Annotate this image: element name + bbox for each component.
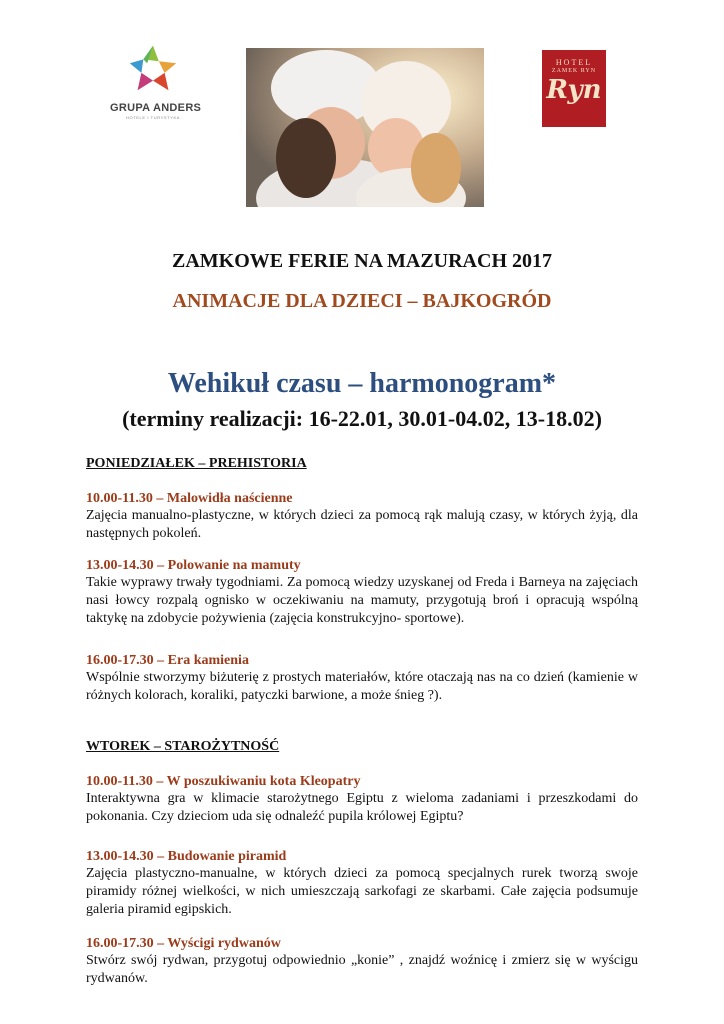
star-logo-icon — [124, 40, 182, 98]
activity-description: Interaktywna gra w klimacie starożytnego Egiptu z wieloma zadaniami i przeszkodami do pokonania. Czy dzieciom uda się odnaleźć pupila królowej Egiptu? — [86, 791, 638, 824]
activity-item — [86, 490, 638, 543]
day-heading-monday: PONIEDZIAŁEK – PREHISTORIA — [86, 456, 307, 471]
grupa-anders-logo — [110, 40, 202, 132]
activity-item — [86, 557, 638, 628]
activity-item — [86, 773, 638, 826]
activity-title: 10.00-11.30 – Malowidła naścienne — [86, 491, 293, 506]
hotel-logo-line3: Ryn — [546, 75, 602, 105]
activity-item — [86, 848, 638, 919]
program-title: Wehikuł czasu – harmonogram* — [167, 368, 557, 399]
subtitle: ANIMACJE DLA DZIECI – BAJKOGRÓD — [172, 290, 552, 312]
activity-title: 10.00-11.30 – W poszukiwaniu kota Kleopatry — [86, 774, 361, 789]
brand-tagline: HOTELE I TURYSTYKA — [126, 115, 180, 120]
activity-description: Zajęcia manualno-plastyczne, w których dzieci za pomocą rąk malują czasy, w których żyją, dla następnych pokoleń. — [86, 508, 638, 541]
activity-title: 13.00-14.30 – Polowanie na mamuty — [86, 558, 301, 573]
activity-item — [86, 935, 638, 988]
day-heading-tuesday: WTOREK – STAROŻYTNOŚĆ — [86, 739, 280, 754]
activity-description: Stwórz swój rydwan, przygotuj odpowiednio „konie” , znajdź woźnicę i zmierz się w wyścigu rydwanów. — [86, 953, 638, 986]
activity-description: Takie wyprawy trwały tygodniami. Za pomocą wiedzy uzyskanej od Freda i Barneya na zajęciach nasi łowcy rozpalą ognisko w oczekiwaniu na mamuty, przygotują broń i opracują wspólną taktykę na zdobycie pożywienia (zajęcia konstrukcyjno- sportowe). — [86, 575, 638, 626]
mother-and-child-photo — [246, 48, 484, 207]
hotel-logo-line1: HOTEL — [555, 58, 593, 67]
activity-item — [86, 652, 638, 705]
activity-title: 16.00-17.30 – Era kamienia — [86, 653, 249, 668]
hotel-logo-line2: ZAMEK RYN — [551, 68, 597, 74]
hotel-zamek-ryn-logo — [542, 50, 606, 127]
activity-title: 16.00-17.30 – Wyścigi rydwanów — [86, 936, 281, 951]
activity-description: Wspólnie stworzymy biżuterię z prostych materiałów, które otaczają nas na co dzień (kamienie w różnych kolorach, koraliki, patyczki barwione, a może śnieg ?). — [86, 670, 638, 703]
program-dates: (terminy realizacji: 16-22.01, 30.01-04.02, 13-18.02) — [122, 406, 602, 431]
brand-name: GRUPA ANDERS — [110, 102, 202, 114]
main-title: ZAMKOWE FERIE NA MAZURACH 2017 — [171, 250, 552, 272]
activity-description: Zajęcia plastyczno-manualne, w których dzieci za pomocą specjalnych rurek tworzą swoje piramidy różnej wielkości, w nich umieszczają sarkofagi ze skarbami. Całe zajęcia podsumuje galeria piramid egipskich. — [86, 866, 638, 917]
activity-title: 13.00-14.30 – Budowanie piramid — [86, 849, 287, 864]
